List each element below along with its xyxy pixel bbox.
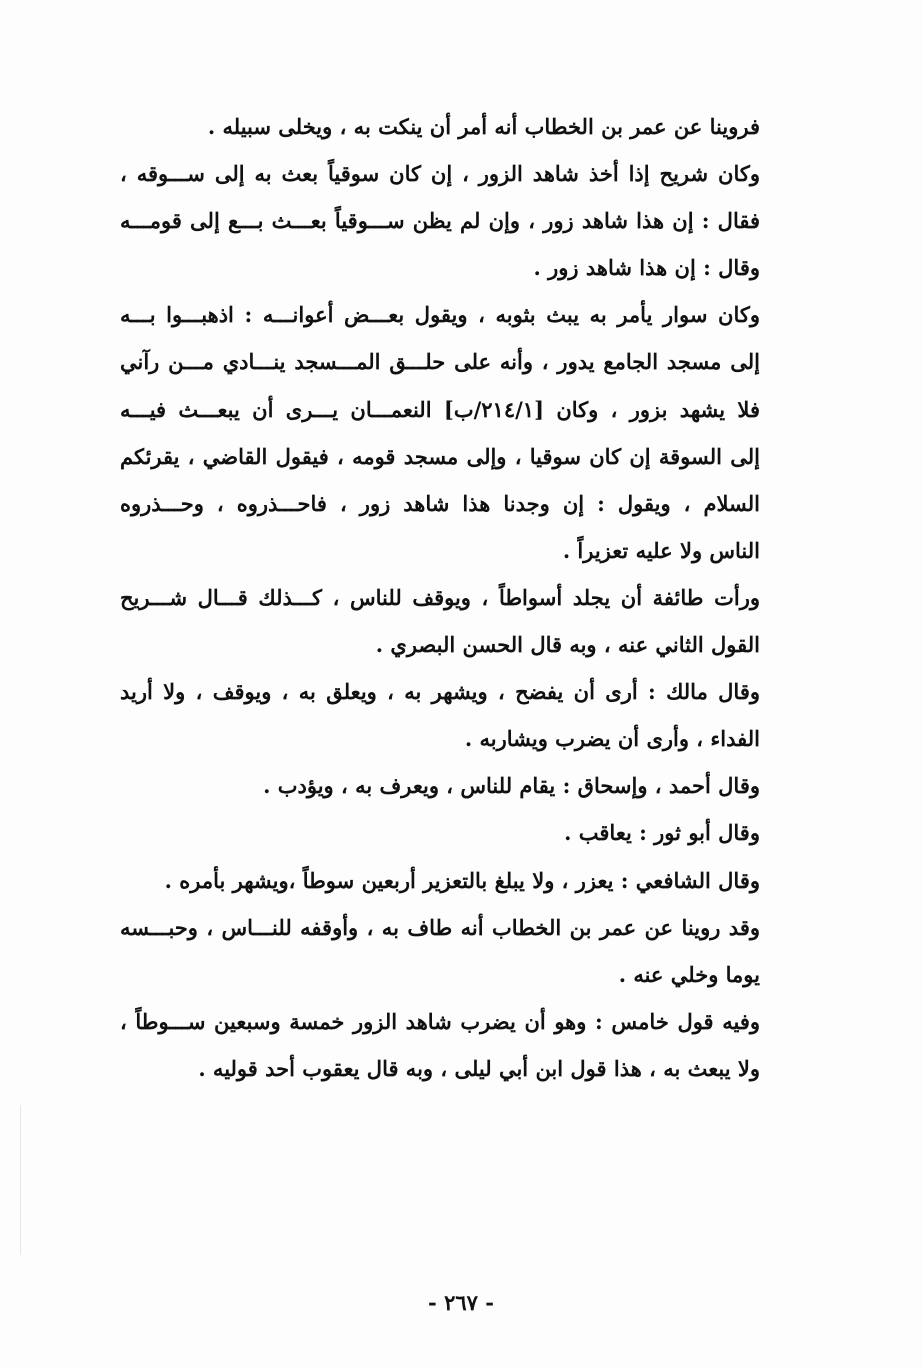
text-line: وقال : إن هذا شاهد زور .: [533, 255, 760, 281]
text-line: إلى السوقة إن كان سوقيا ، وإلى مسجد قومه ، فيقول القاضي ، يقرئكم: [120, 443, 760, 469]
text-line: وقال الشافعي : يعزر ، ولا يبلغ بالتعزير أربعين سوطاً ،ويشهر بأمره .: [164, 867, 760, 893]
page-number: - ٢٦٧ -: [428, 1290, 494, 1315]
text-line: وقال أبو ثور : يعاقب .: [564, 820, 760, 846]
text-line: فلا يشهد بزور ، وكان [٢١٤/١/ب] النعمـــان يـــرى أن يبعـــث فيـــه: [120, 396, 760, 422]
text-line: القول الثاني عنه ، وبه قال الحسن البصري .: [375, 632, 760, 658]
text-line: وقال مالك : أرى أن يفضح ، ويشهر به ، ويعلق به ، ويوقف ، ولا أريد: [120, 679, 760, 705]
text-line: الناس ولا عليه تعزيراً .: [562, 537, 760, 563]
text-line: فروينا عن عمر بن الخطاب أنه أمر أن ينكت به ، ويخلى سبيله .: [207, 114, 760, 139]
text-line: وكان شريح إذا أخذ شاهد الزور ، إن كان سوقياً بعث به إلى ســـوقه ،: [120, 161, 760, 187]
text-line: وقال أحمد ، وإسحاق : يقام للناس ، ويعرف به ، ويؤدب .: [263, 773, 760, 799]
body-text: [120, 103, 760, 1092]
text-line: وكان سوار يأمر به يبث بثوبه ، ويقول بعـــض أعوانـــه : اذهبـــوا بـــه: [120, 302, 760, 328]
text-line: ورأت طائفة أن يجلد أسواطاً ، ويوقف للناس ، كـــذلك قـــال شـــريح: [120, 584, 760, 610]
scan-margin-line: [20, 1105, 21, 1255]
text-line: ولا يبعث به ، هذا قول ابن أبي ليلى ، وبه قال يعقوب أحد قوليه .: [198, 1055, 760, 1081]
text-line: وفيه قول خامس : وهو أن يضرب شاهد الزور خمسة وسبعين ســـوطاً ،: [120, 1008, 760, 1034]
text-line: وقد روينا عن عمر بن الخطاب أنه طاف به ، وأوقفه للنـــاس ، وحبـــسه: [120, 914, 760, 940]
text-line: السلام ، ويقول : إن وجدنا هذا شاهد زور ، فاحـــذروه ، وحـــذروه: [120, 490, 760, 516]
text-line: الفداء ، وأرى أن يضرب ويشاربه .: [464, 726, 760, 752]
text-line: إلى مسجد الجامع يدور ، وأنه على حلـــق المـــسجد ينـــادي مـــن رآني: [120, 349, 760, 375]
text-line: فقال : إن هذا شاهد زور ، وإن لم يظن ســـوقياً بعـــث بـــع إلى قومـــه: [120, 208, 760, 234]
text-line: يوما وخلي عنه .: [618, 961, 760, 987]
